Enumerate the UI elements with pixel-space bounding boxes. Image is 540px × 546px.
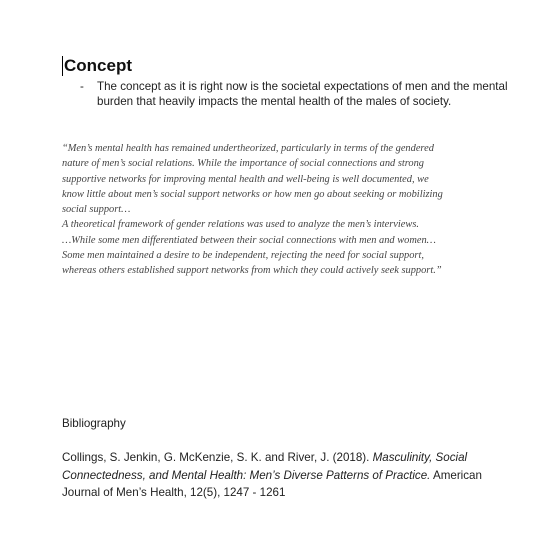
quote-line[interactable]: …While some men differentiated between their social connections with men and women… xyxy=(62,234,436,246)
quote-line[interactable]: Some men maintained a desire to be independent, rejecting the need for social support, xyxy=(62,250,424,262)
bullet-dash: - xyxy=(80,80,84,93)
concept-bullet xyxy=(80,79,520,109)
bibliography-heading[interactable]: Bibliography xyxy=(62,417,126,430)
quote-line[interactable]: A theoretical framework of gender relations was used to analyze the men’s interviews. xyxy=(62,219,419,231)
bib-authors: Collings, S. Jenkin, G. McKenzie, S. K. and River, J. (2018). xyxy=(62,451,373,464)
bib-source: American Journal of Men’s Health, 12(5), 1247 - 1261 xyxy=(62,468,482,499)
quote-line[interactable]: know little about men’s social support networks or how men go about seeking or mobilizing xyxy=(62,188,443,200)
quote-line[interactable]: whereas others established support networks from which they could actively seek support.” xyxy=(62,265,442,277)
quote-line[interactable]: “Men’s mental health has remained undertheorized, particularly in terms of the gendered xyxy=(62,143,434,154)
text-cursor xyxy=(62,56,63,76)
bibliography-entry[interactable] xyxy=(62,449,502,502)
quotation-block xyxy=(62,141,502,279)
quote-line[interactable]: nature of men’s social relations. While the importance of social connections and strong xyxy=(62,158,424,170)
quote-line[interactable]: social support… xyxy=(62,204,131,216)
concept-text[interactable]: The concept as it is right now is the societal expectations of men and the mental burden that heavily impacts the mental health of the males of society. xyxy=(97,80,508,108)
bib-work-title: Masculinity, Social Connectedness, and Mental Health: Men’s Diverse Patterns of Practice. xyxy=(62,451,468,482)
page-title[interactable]: Concept xyxy=(64,56,132,75)
quote-line[interactable]: supportive networks for improving mental health and well-being is well documented, we xyxy=(62,173,429,185)
heading-block xyxy=(62,56,132,76)
